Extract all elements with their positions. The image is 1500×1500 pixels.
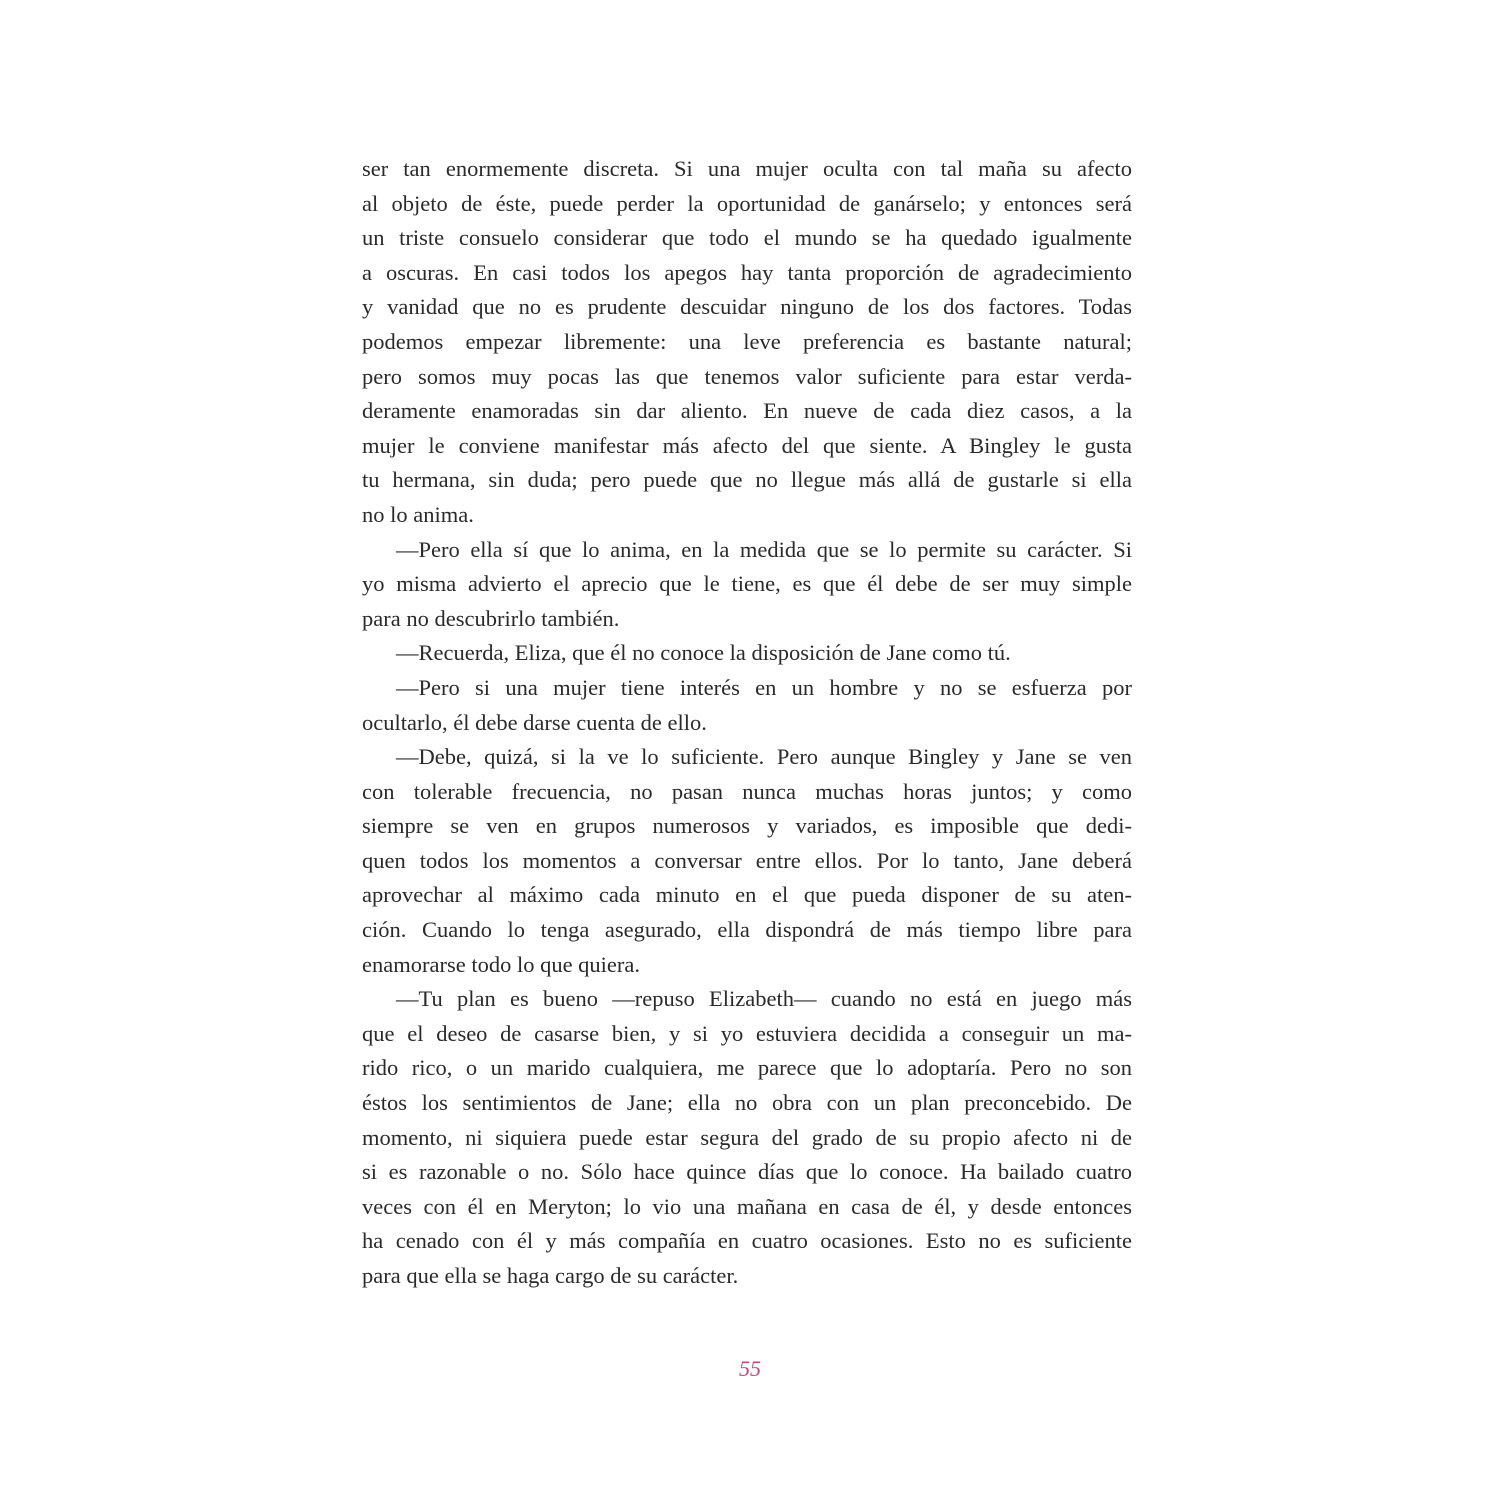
page-body-text <box>362 152 1132 1294</box>
text-line: yo misma advierto el aprecio que le tiene, es que él debe de ser muy simple <box>362 571 1132 597</box>
text-line: deramente enamoradas sin dar aliento. En nueve de cada diez casos, a la <box>362 398 1132 424</box>
text-line: enamorarse todo lo que quiera. <box>362 951 641 977</box>
text-line: —Pero ella sí que lo anima, en la medida que se lo permite su carácter. Si <box>396 536 1132 562</box>
text-line: —Pero si una mujer tiene interés en un hombre y no se esfuerza por <box>396 674 1132 700</box>
text-line: siempre se ven en grupos numerosos y variados, es imposible que dedi- <box>362 813 1132 839</box>
text-line: pero somos muy pocas las que tenemos valor suficiente para estar verda- <box>362 363 1132 389</box>
text-line: a oscuras. En casi todos los apegos hay tanta proporción de agradecimiento <box>362 259 1132 285</box>
text-line: ser tan enormemente discreta. Si una mujer oculta con tal maña su afecto <box>362 156 1132 181</box>
text-line: ocultarlo, él debe darse cuenta de ello. <box>362 709 707 735</box>
text-line: con tolerable frecuencia, no pasan nunca muchas horas juntos; y como <box>362 778 1132 804</box>
text-line: que el deseo de casarse bien, y si yo estuviera decidida a conseguir un ma- <box>362 1020 1132 1046</box>
text-line: ción. Cuando lo tenga asegurado, ella dispondrá de más tiempo libre para <box>362 917 1132 943</box>
text-line: al objeto de éste, puede perder la oportunidad de ganárselo; y entonces será <box>362 190 1132 216</box>
text-line: quen todos los momentos a conversar entre ellos. Por lo tanto, Jane deberá <box>362 847 1132 873</box>
text-line: veces con él en Meryton; lo vio una mañana en casa de él, y desde entonces <box>362 1193 1132 1219</box>
text-line: —Tu plan es bueno —repuso Elizabeth— cuando no está en juego más <box>396 986 1132 1012</box>
text-line: rido rico, o un marido cualquiera, me parece que lo adoptaría. Pero no son <box>362 1055 1132 1081</box>
text-line: y vanidad que no es prudente descuidar ninguno de los dos factores. Todas <box>362 294 1132 320</box>
text-line: —Recuerda, Eliza, que él no conoce la disposición de Jane como tú. <box>396 640 1011 666</box>
text-line: un triste consuelo considerar que todo el mundo se ha quedado igualmente <box>362 225 1132 251</box>
text-line: mujer le conviene manifestar más afecto del que siente. A Bingley le gusta <box>362 432 1132 458</box>
text-line: ha cenado con él y más compañía en cuatro ocasiones. Esto no es suficiente <box>362 1228 1132 1254</box>
text-line: éstos los sentimientos de Jane; ella no obra con un plan preconcebido. De <box>362 1090 1132 1116</box>
text-line: para que ella se haga cargo de su carácter. <box>362 1263 739 1288</box>
text-line: no lo anima. <box>362 501 474 527</box>
text-line: aprovechar al máximo cada minuto en el que pueda disponer de su aten- <box>362 882 1132 908</box>
text-line: tu hermana, sin duda; pero puede que no llegue más allá de gustarle si ella <box>362 467 1132 493</box>
text-line: para no descubrirlo también. <box>362 605 620 631</box>
text-line: podemos empezar libremente: una leve preferencia es bastante natural; <box>362 328 1132 354</box>
text-line: momento, ni siquiera puede estar segura del grado de su propio afecto ni de <box>362 1124 1132 1150</box>
page-number: 55 <box>739 1356 761 1381</box>
text-line: —Debe, quizá, si la ve lo suficiente. Pero aunque Bingley y Jane se ven <box>396 744 1132 770</box>
text-line: si es razonable o no. Sólo hace quince días que lo conoce. Ha bailado cuatro <box>362 1159 1132 1185</box>
